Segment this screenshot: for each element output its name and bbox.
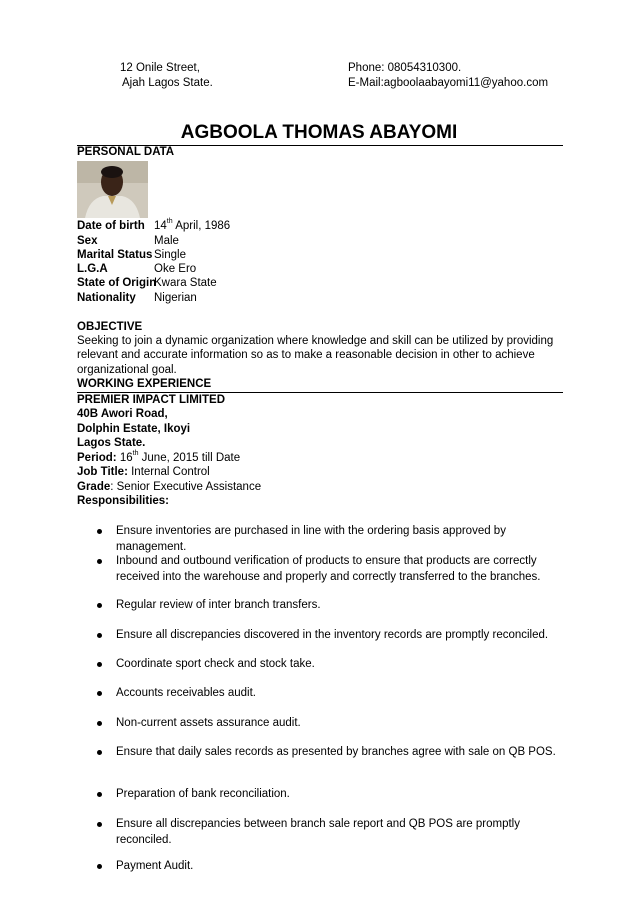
bullet-icon (97, 529, 102, 534)
dob-label: Date of birth (77, 220, 145, 232)
bullet-icon (97, 662, 102, 667)
bullet-icon (97, 822, 102, 827)
marital-value: Single (154, 249, 186, 261)
email: E-Mail:agboolaabayomi11@yahoo.com (348, 77, 549, 89)
company-address-2: Dolphin Estate, Ikoyi (77, 423, 191, 435)
marital-label: Marital Status (77, 249, 153, 261)
sex-label: Sex (77, 235, 98, 247)
company-name: PREMIER IMPACT LIMITED (77, 394, 226, 406)
list-item: Coordinate sport check and stock take. (116, 658, 315, 670)
nationality-label: Nationality (77, 292, 136, 304)
objective-line-1: Seeking to join a dynamic organization where knowledge and skill can be utilized by providing (77, 335, 554, 347)
responsibilities-heading: Responsibilities: (77, 495, 170, 507)
bullet-icon (97, 792, 102, 797)
bullet-icon (97, 691, 102, 696)
objective-line-2: relevant and accurate information so as to make a reasonable decision in other to achieve (77, 349, 535, 361)
address-line-1: 12 Onile Street, (120, 62, 200, 74)
grade: Grade: Senior Executive Assistance (77, 481, 262, 493)
phone: Phone: 08054310300. (348, 62, 462, 74)
list-item: Accounts receivables audit. (116, 687, 256, 699)
profile-photo (77, 161, 148, 218)
personal-data-heading: PERSONAL DATA (77, 146, 175, 158)
job-title: Job Title: Internal Control (77, 466, 210, 478)
list-item: Ensure all discrepancies discovered in the inventory records are promptly reconciled. (116, 629, 549, 641)
candidate-name: AGBOOLA THOMAS ABAYOMI (180, 122, 458, 143)
bullet-icon (97, 721, 102, 726)
lga-value: Oke Ero (154, 263, 197, 275)
company-address-1: 40B Awori Road, (77, 408, 168, 420)
lga-label: L.G.A (77, 263, 108, 275)
list-item: Ensure all discrepancies between branch sale report and QB POS are promptly reconciled. (116, 818, 520, 846)
experience-heading: WORKING EXPERIENCE (77, 378, 212, 390)
list-item: Regular review of inter branch transfers. (116, 599, 321, 611)
list-item: Payment Audit. (116, 860, 194, 872)
bullet-icon (97, 750, 102, 755)
bullet-icon (97, 603, 102, 608)
list-item: Preparation of bank reconciliation. (116, 788, 290, 800)
bullet-icon (97, 864, 102, 869)
company-address-3: Lagos State. (77, 437, 146, 449)
list-item: Ensure inventories are purchased in line with the ordering basis approved by management. (116, 525, 506, 553)
objective-line-3: organizational goal. (77, 364, 177, 376)
objective-heading: OBJECTIVE (77, 321, 143, 333)
sex-value: Male (154, 235, 179, 247)
list-item: Inbound and outbound verification of products to ensure that products are correctly received into the warehouse and properly and correctly transferred to the branches. (116, 555, 541, 583)
origin-value: Kwara State (154, 277, 217, 289)
nationality-value: Nigerian (154, 292, 197, 304)
dob-value: 14th April, 1986 (154, 218, 231, 232)
list-item: Ensure that daily sales records as presented by branches agree with sale on QB POS. (116, 746, 556, 758)
divider (77, 392, 563, 393)
list-item: Non-current assets assurance audit. (116, 717, 301, 729)
bullet-icon (97, 633, 102, 638)
origin-label: State of Origin (77, 277, 157, 289)
address-line-2: Ajah Lagos State. (122, 77, 213, 89)
bullet-icon (97, 559, 102, 564)
period: Period: 16th June, 2015 till Date (77, 450, 241, 464)
